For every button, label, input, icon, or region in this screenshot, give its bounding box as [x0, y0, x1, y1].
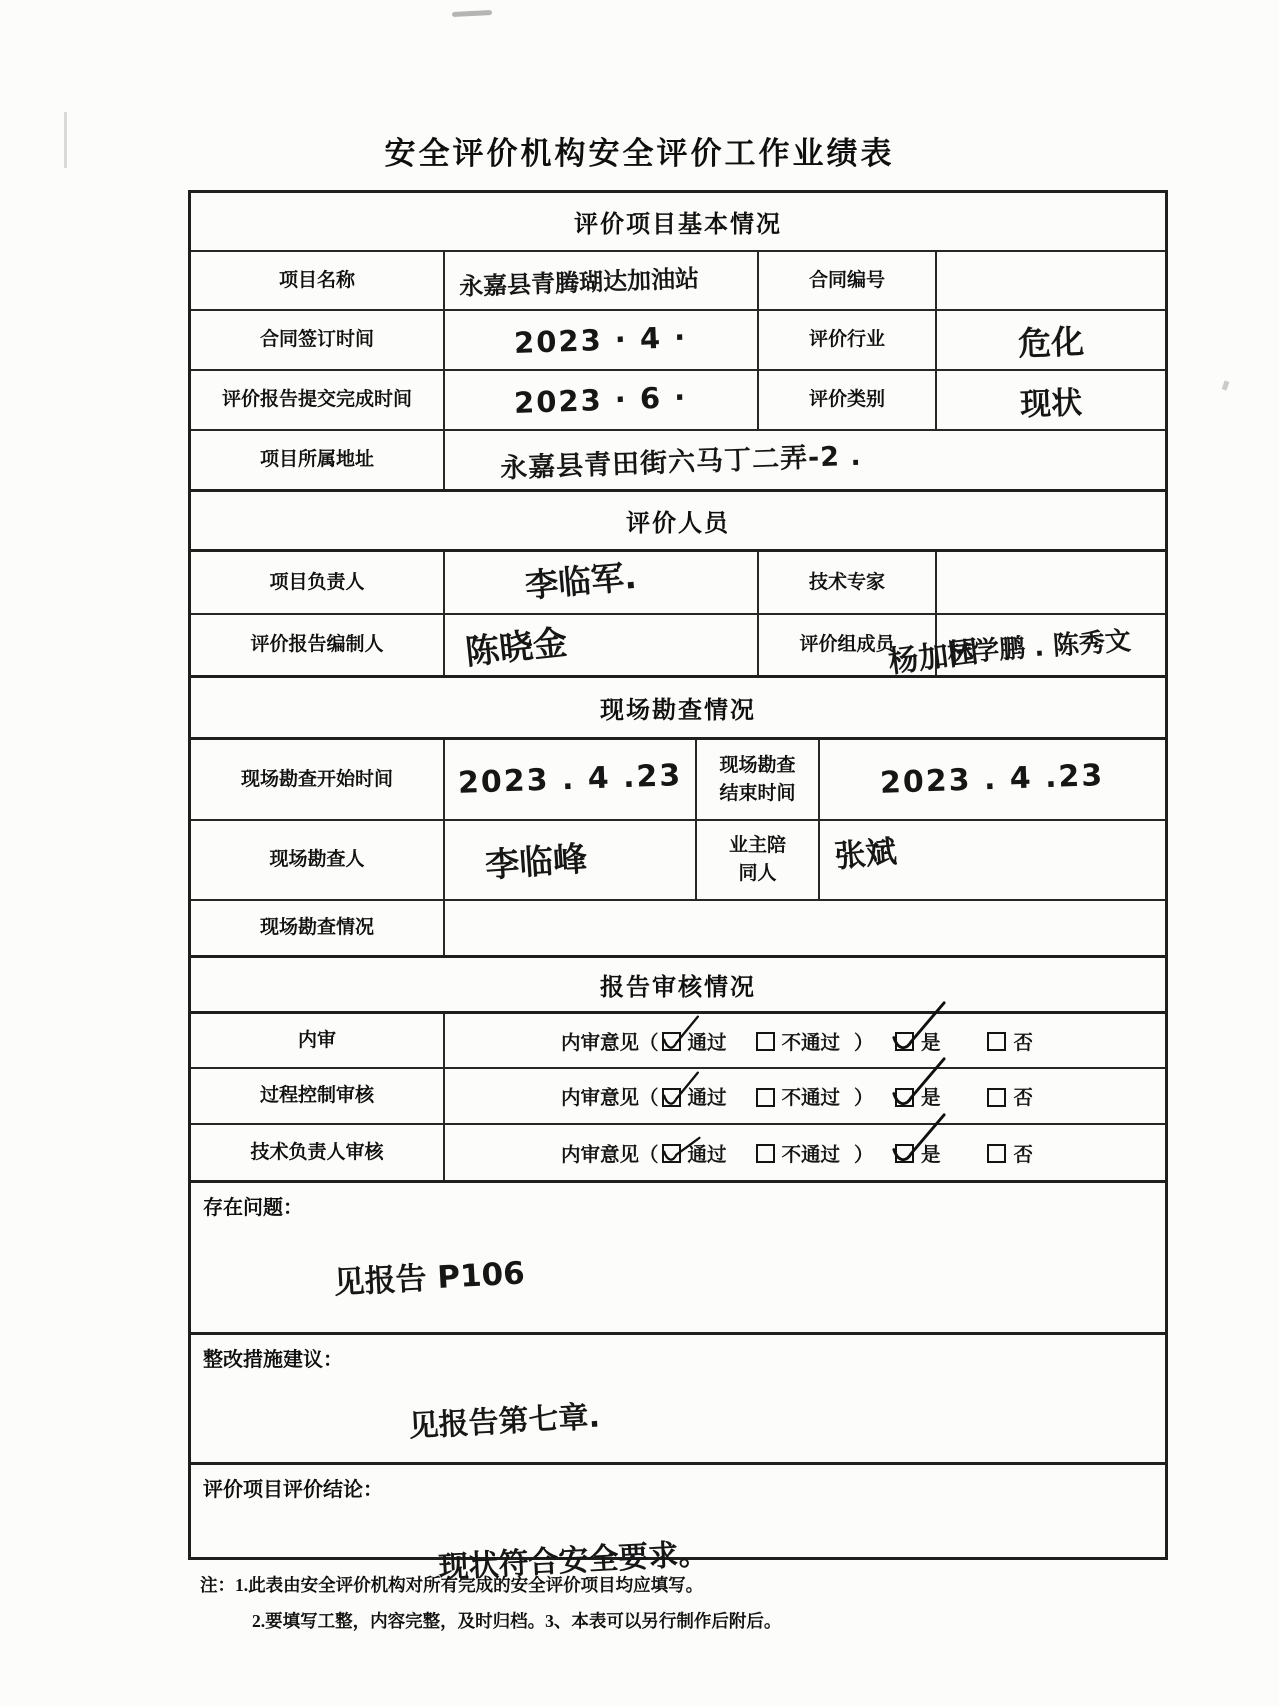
team-members-label: 评价组成员: [757, 615, 935, 675]
scan-artifact-dash: [452, 10, 492, 17]
check-mark-icon: [890, 1053, 948, 1111]
surveyor-value-cell: [443, 821, 695, 899]
footer-note-line1: 注：1.此表由安全评价机构对所有完成的安全评价项目均应填写。: [200, 1575, 704, 1595]
project-leader-handwritten: 李临军.: [523, 556, 639, 606]
form-title: 安全评价机构安全评价工作业绩表: [384, 136, 895, 171]
pass-checkbox-checked: [662, 1032, 681, 1051]
category-value-cell: [935, 371, 1165, 429]
report-writer-handwritten: 陈晓金: [463, 622, 570, 673]
yes-checkbox-checked: [895, 1032, 914, 1051]
check-mark-icon: [890, 997, 948, 1055]
tech-expert-label: 技术专家: [757, 552, 935, 613]
process-control-review-label: 过程控制审核: [259, 1085, 374, 1107]
no-checkbox-unchecked: [987, 1088, 1006, 1107]
pass-checkbox-checked: [662, 1088, 681, 1107]
owner-escort-value-cell: [818, 821, 1165, 899]
section-header-personnel: 评价人员: [191, 489, 1165, 549]
report-date-value-cell: [443, 371, 757, 429]
internal-review-label: 内审: [297, 1029, 336, 1051]
scan-artifact-spot: [1222, 380, 1230, 390]
project-name-label: 项目名称: [278, 269, 355, 291]
check-mark-icon: [658, 1009, 704, 1055]
section-header-basic-info: 评价项目基本情况: [574, 212, 782, 238]
check-mark-icon: [658, 1065, 704, 1111]
surveyor-label: 现场勘查人: [269, 849, 365, 871]
contract-date-handwritten: 2023 · 4 ·: [513, 319, 689, 361]
category-label: 评价类别: [757, 371, 935, 429]
address-handwritten: 永嘉县青田街六马丁二弄-2 .: [499, 440, 863, 484]
report-date-handwritten: 2023 · 6 ·: [513, 379, 689, 421]
conclusion-handwritten: 现状符合安全要求。: [437, 1536, 710, 1586]
suggestions-label: 整改措施建议：: [203, 1349, 343, 1371]
problems-label: 存在问题：: [203, 1197, 303, 1219]
contract-date-value-cell: [443, 311, 757, 369]
fail-checkbox-unchecked: [756, 1032, 775, 1051]
section-header-review: 报告审核情况: [191, 955, 1165, 1011]
suggestions-cell: [191, 1332, 1165, 1462]
pass-checkbox-checked: [662, 1144, 681, 1163]
fail-checkbox-unchecked: [756, 1088, 775, 1107]
no-checkbox-unchecked: [987, 1032, 1006, 1051]
tech-expert-value-cell: [935, 552, 1165, 613]
process-control-review-content: 内审意见（ 通过 不通过 ） 是 否: [443, 1069, 1165, 1123]
contract-date-label: 合同签订时间: [259, 329, 374, 351]
contract-no-label: 合同编号: [757, 252, 935, 309]
project-name-value-cell: [443, 252, 757, 309]
survey-end-label: 现场勘查 结束时间: [695, 740, 818, 819]
report-date-label: 评价报告提交完成时间: [221, 389, 412, 411]
owner-escort-handwritten: 张斌: [833, 833, 899, 875]
fail-checkbox-unchecked: [756, 1144, 775, 1163]
problems-cell: [191, 1180, 1165, 1332]
check-mark-icon: [658, 1121, 704, 1167]
conclusion-label: 评价项目评价结论：: [203, 1479, 383, 1501]
survey-situation-label: 现场勘查情况: [259, 917, 374, 939]
project-leader-value-cell: [443, 552, 757, 613]
survey-situation-value-cell: [443, 901, 1165, 955]
no-checkbox-unchecked: [987, 1144, 1006, 1163]
yes-checkbox-checked: [895, 1088, 914, 1107]
category-handwritten: 现状: [1019, 384, 1083, 423]
industry-label: 评价行业: [757, 311, 935, 369]
team-members-handwritten: 林学鹏 . 陈秀文: [946, 625, 1132, 669]
survey-end-value-cell: [818, 740, 1165, 819]
survey-start-value-cell: [443, 740, 695, 819]
tech-leader-review-label: 技术负责人审核: [250, 1141, 384, 1163]
survey-end-handwritten: 2023 . 4 .23: [879, 758, 1106, 801]
surveyor-signature-handwritten: 李临峰: [483, 838, 589, 886]
industry-value-cell: [935, 311, 1165, 369]
internal-review-content: 内审意见（ 通过 不通过 ） 是 否: [443, 1014, 1165, 1067]
contract-no-value-cell: [935, 252, 1165, 309]
footer-note-line2: 2.要填写工整，内容完整，及时归档。3、本表可以另行制作后附后。: [252, 1610, 782, 1631]
address-value-cell: [443, 431, 1165, 489]
owner-escort-label: 业主陪 同人: [695, 821, 818, 899]
tech-leader-review-content: 内审意见（ 通过 不通过 ） 是 否: [443, 1125, 1165, 1180]
footer-notes: [200, 1568, 1120, 1640]
team-members-overflow-handwritten: 杨加园: [886, 634, 981, 681]
project-name-handwritten: 永嘉县青腾瑚达加油站: [458, 264, 700, 301]
suggestions-handwritten: 见报告第七章.: [407, 1399, 601, 1445]
section-header-survey: 现场勘查情况: [191, 675, 1165, 737]
project-leader-label: 项目负责人: [269, 571, 365, 593]
report-writer-label: 评价报告编制人: [250, 634, 384, 656]
industry-handwritten: 危化: [1017, 321, 1085, 363]
survey-start-handwritten: 2023 . 4 .23: [457, 758, 683, 801]
check-mark-icon: [890, 1109, 948, 1167]
yes-checkbox-checked: [895, 1144, 914, 1163]
problems-handwritten: 见报告 P106: [332, 1255, 526, 1302]
address-label: 项目所属地址: [259, 449, 374, 471]
report-writer-value-cell: [443, 615, 757, 675]
survey-start-label: 现场勘查开始时间: [240, 768, 393, 790]
